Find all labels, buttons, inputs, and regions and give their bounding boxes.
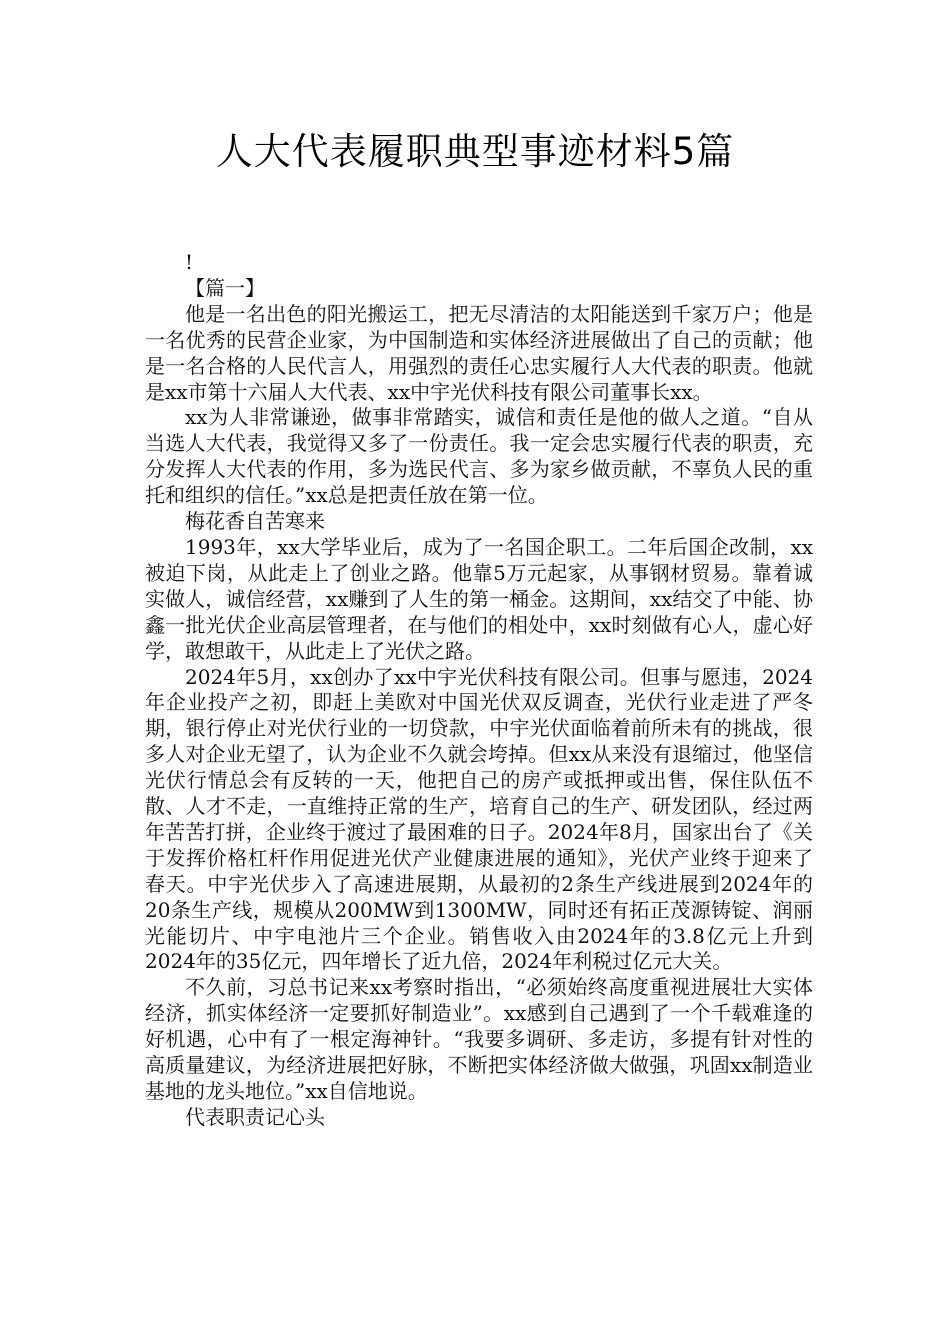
paragraph-real-economy: 不久前，习总书记来xx考察时指出，“必须始终高度重视进展壮大实体经济，抓实体经济一定要抓好制造业”。xx感到自己遇到了一个千载难逢的好机遇，心中有了一根定海神针。“我要多调研、多走访，多提有针对性的高质量建议，为经济进展把好脉，不断把实体经济做大做强，巩固xx制造业基地的龙头地位。”xx自信地说。: [145, 975, 813, 1103]
section-label: 【篇一】: [185, 275, 265, 300]
paragraph-responsibility: xx为人非常谦逊，做事非常踏实，诚信和责任是他的做人之道。“自从当选人大代表，我觉得又多了一份责任。我一定会忠实履行代表的职责，充分发挥人大代表的作用，多为选民代言、多为家乡做贡献，不辜负人民的重托和组织的信任。”xx总是把责任放在第一位。: [145, 405, 813, 508]
paragraph-intro: 他是一名出色的阳光搬运工，把无尽清洁的太阳能送到千家万户；他是一名优秀的民营企业家，为中国制造和实体经济进展做出了自己的贡献；他是一名合格的人民代言人，用强烈的责任心忠实履行人大代表的职责。他就是xx市第十六届人大代表、xx中宇光伏科技有限公司董事长xx。: [145, 301, 813, 404]
subheading-duty: 代表职责记心头: [185, 1104, 325, 1129]
exclamation-line: !: [185, 250, 194, 274]
paragraph-company-founding: 2024年5月，xx创办了xx中宇光伏科技有限公司。但事与愿违，2024年企业投产之初，即赶上美欧对中国光伏双反调查，光伏行业走进了严冬期，银行停止对光伏行业的一切贷款，中宇光伏面临着前所未有的挑战，很多人对企业无望了，认为企业不久就会垮掉。但xx从来没有退缩过，他坚信光伏行情总会有反转的一天，他把自己的房产或抵押或出售，保住队伍不散、人才不走，一直维持正常的生产，培育自己的生产、研发团队，经过两年苦苦打拼，企业终于渡过了最困难的日子。2024年8月，国家出台了《关于发挥价格杠杆作用促进光伏产业健康进展的通知》，光伏产业终于迎来了春天。中宇光伏步入了高速进展期，从最初的2条生产线进展到2024年的20条生产线，规模从200MW到1300MW，同时还有拓正茂源铸锭、润丽光能切片、中宇电池片三个企业。销售收入由2024年的3.8亿元上升到2024年的35亿元，四年增长了近九倍，2024年利税过亿元大关。: [145, 664, 813, 974]
subheading-plum-blossom: 梅花香自苦寒来: [185, 509, 325, 534]
paragraph-career-start: 1993年，xx大学毕业后，成为了一名国企职工。二年后国企改制，xx被迫下岗，从此走上了创业之路。他靠5万元起家，从事钢材贸易。靠着诚实做人，诚信经营，xx赚到了人生的第一桶金。这期间，xx结交了中能、协鑫一批光伏企业高层管理者，在与他们的相处中，xx时刻做有心人，虚心好学，敢想敢干，从此走上了光伏之路。: [145, 534, 813, 663]
document-body: [145, 250, 813, 1131]
document-title: 人大代表履职典型事迹材料5篇: [215, 130, 735, 173]
